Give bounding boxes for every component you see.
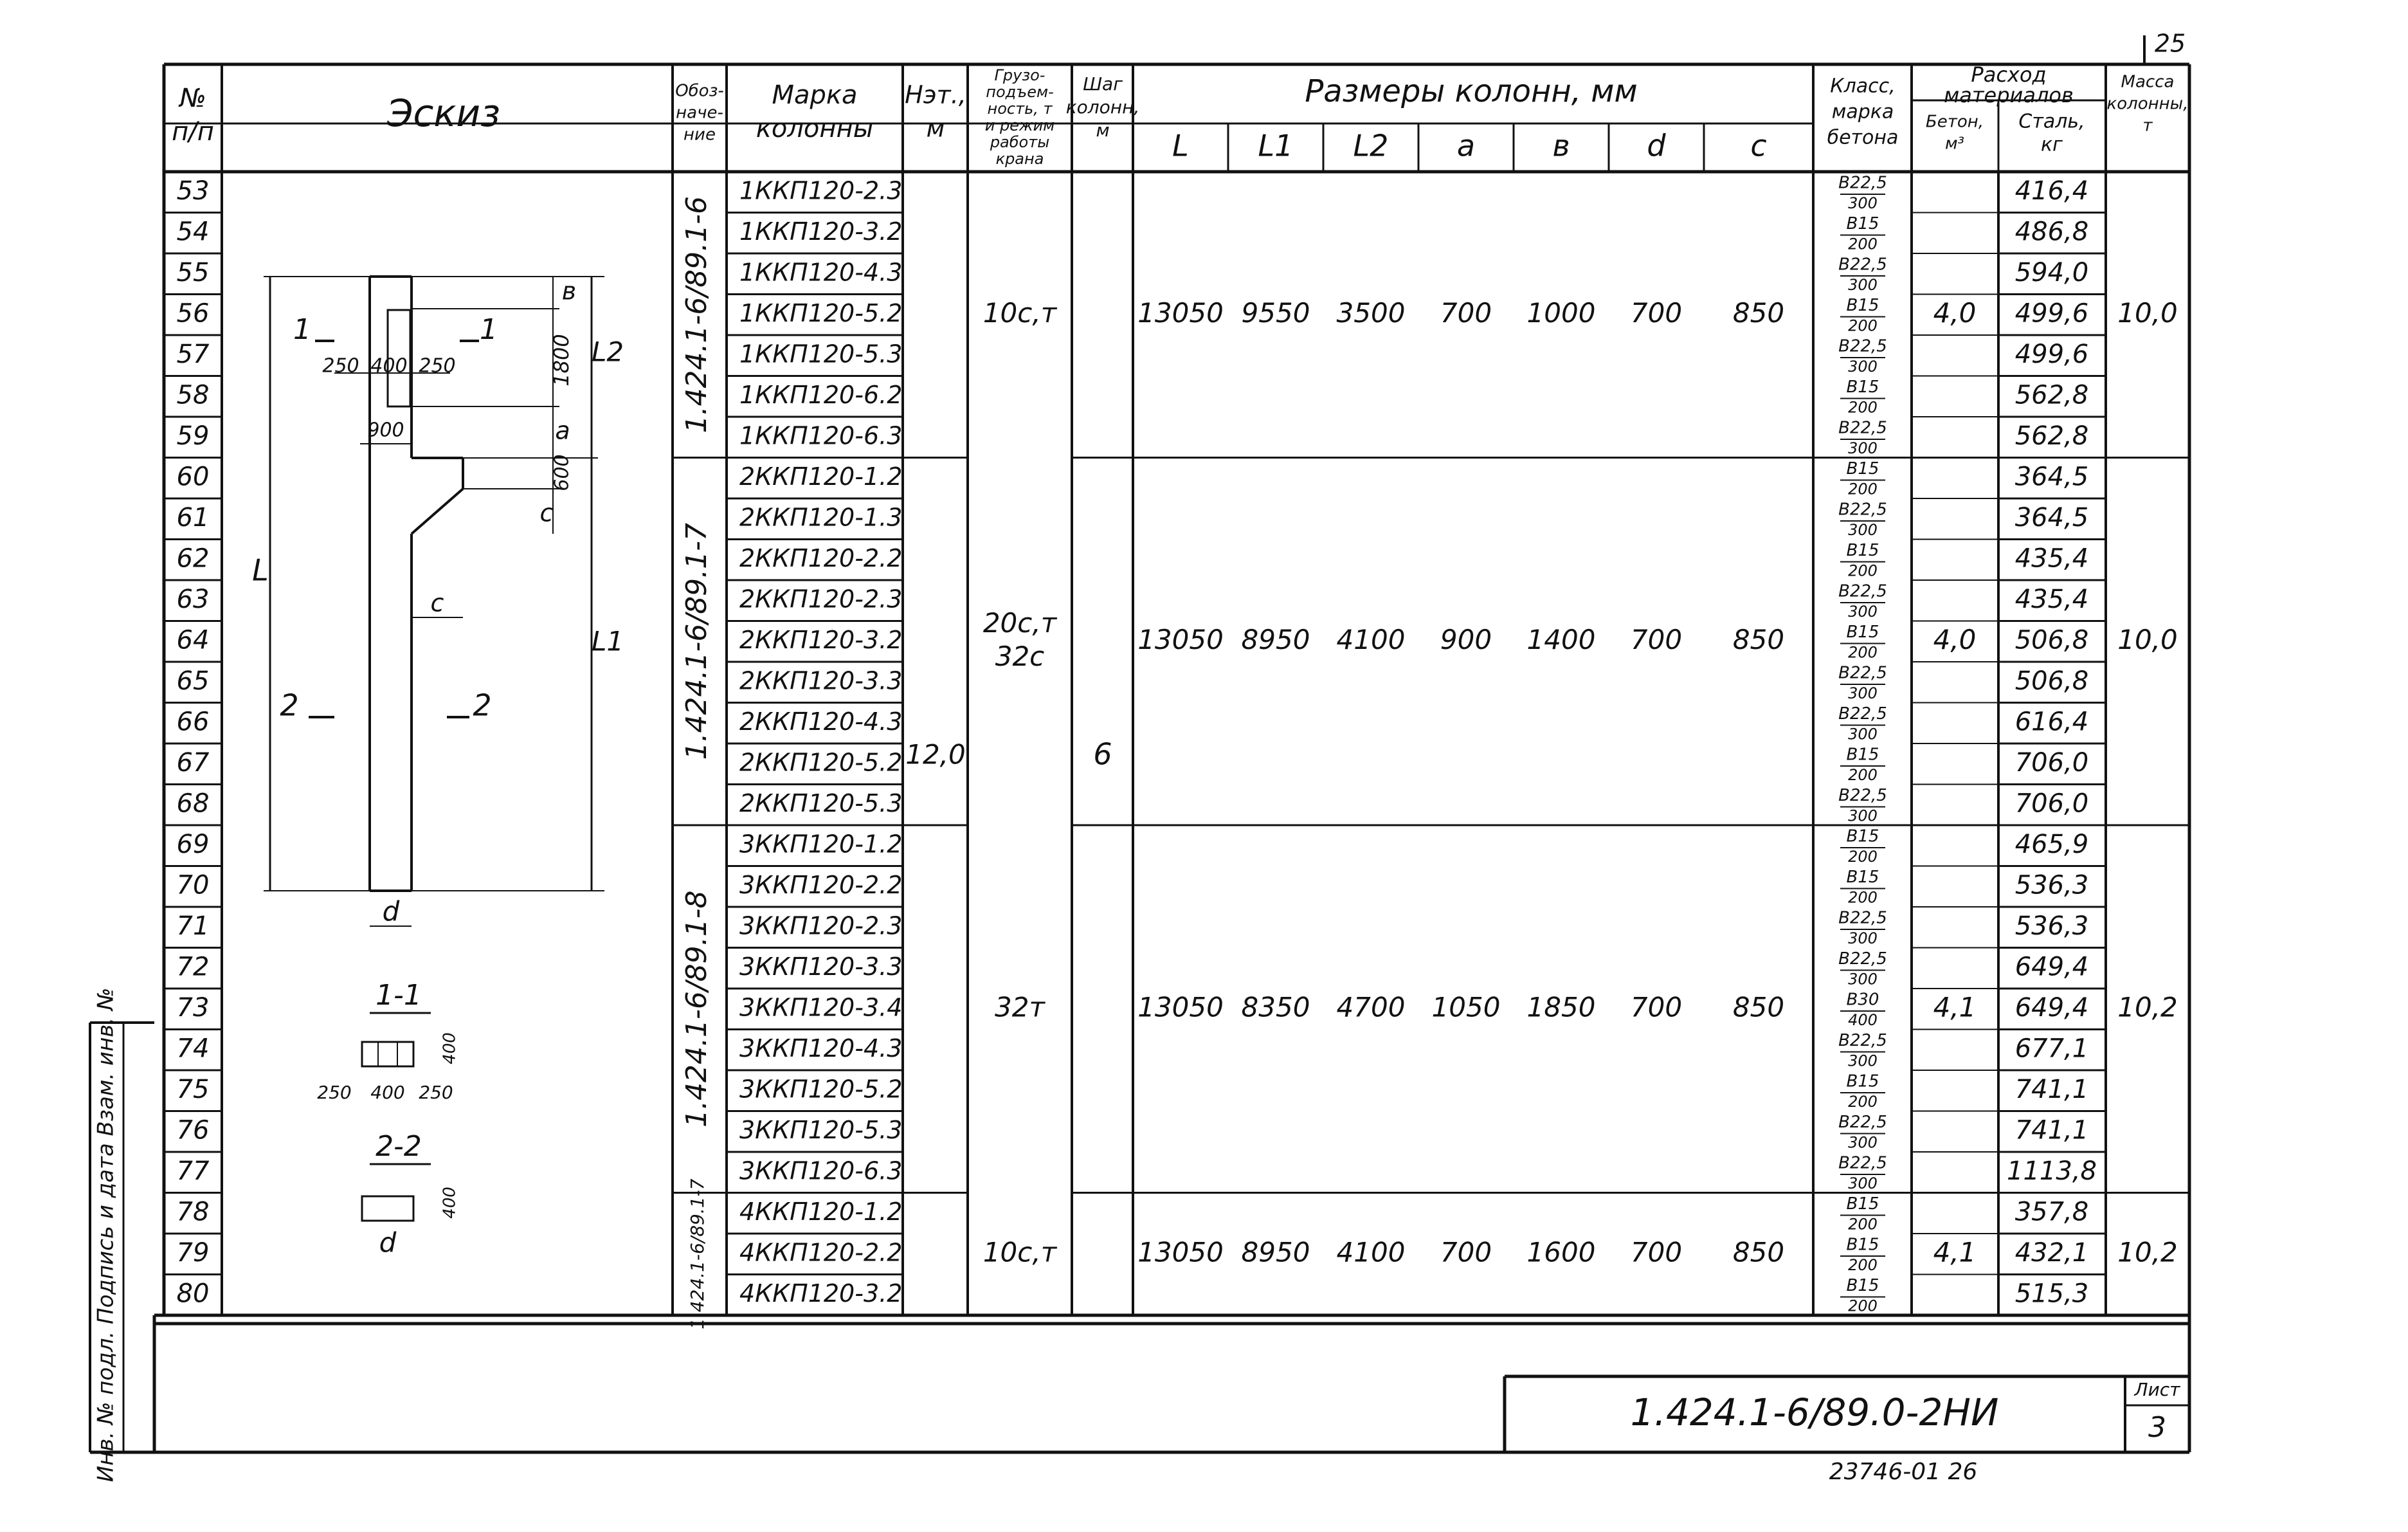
row-concrete-class: В15 bbox=[1846, 541, 1879, 560]
header-capacity: и режим bbox=[984, 116, 1055, 134]
dim-label-L: L bbox=[252, 552, 269, 588]
row-number: 77 bbox=[176, 1156, 210, 1186]
row-number: 69 bbox=[176, 829, 210, 859]
row-concrete-class: В15 bbox=[1846, 826, 1879, 846]
row-mark: 3ККП120-5.2 bbox=[739, 1075, 903, 1104]
header-mass: т bbox=[2142, 116, 2153, 136]
row-concrete-grade: 300 bbox=[1848, 725, 1878, 743]
group-concrete-volume: 4,0 bbox=[1933, 296, 1977, 329]
row-concrete-class: В22,5 bbox=[1838, 704, 1887, 724]
row-steel: 741,1 bbox=[2014, 1115, 2089, 1145]
row-concrete-class: В15 bbox=[1846, 1235, 1879, 1255]
header-step: колонн, bbox=[1065, 96, 1140, 118]
row-number: 63 bbox=[176, 584, 210, 614]
row-steel: 416,4 bbox=[2014, 176, 2089, 206]
header-num: № bbox=[179, 84, 206, 113]
sheet-number: 3 bbox=[2148, 1411, 2166, 1444]
row-concrete-grade: 300 bbox=[1848, 970, 1878, 989]
row-mark: 3ККП120-1.2 bbox=[739, 830, 903, 859]
row-steel: 649,4 bbox=[2014, 992, 2089, 1023]
row-mark: 2ККП120-1.3 bbox=[739, 503, 903, 532]
row-steel: 432,1 bbox=[2014, 1237, 2089, 1268]
group-capacity: 32т bbox=[995, 991, 1045, 1023]
row-concrete-class: В15 bbox=[1846, 214, 1879, 233]
row-concrete-class: В22,5 bbox=[1838, 336, 1887, 356]
row-number: 57 bbox=[176, 339, 210, 369]
group-size-value: 13050 bbox=[1137, 1236, 1224, 1268]
group-size-value: 1600 bbox=[1526, 1236, 1596, 1268]
row-concrete-grade: 300 bbox=[1848, 929, 1878, 947]
row-number: 75 bbox=[176, 1074, 210, 1104]
group-designation: 1.424.1-6/89.1-7 bbox=[680, 523, 713, 760]
row-concrete-class: В22,5 bbox=[1838, 418, 1887, 438]
row-number: 71 bbox=[176, 911, 210, 941]
row-number: 64 bbox=[176, 625, 210, 655]
row-concrete-class: В22,5 bbox=[1838, 1113, 1887, 1132]
row-mark: 3ККП120-3.3 bbox=[739, 952, 903, 981]
row-concrete-class: В22,5 bbox=[1838, 255, 1887, 275]
row-number: 59 bbox=[176, 421, 210, 451]
row-number: 65 bbox=[176, 666, 210, 696]
row-steel: 706,0 bbox=[2014, 747, 2089, 778]
group-size-value: 3500 bbox=[1336, 296, 1406, 329]
column-corbel-slope bbox=[412, 489, 463, 534]
row-concrete-grade: 400 bbox=[1848, 1011, 1878, 1029]
row-concrete-class: В15 bbox=[1846, 868, 1879, 887]
dim-label-c-low: c bbox=[430, 588, 444, 617]
row-concrete-grade: 200 bbox=[1848, 398, 1878, 417]
row-mark: 2ККП120-5.2 bbox=[739, 748, 903, 777]
dim-label-a: a bbox=[555, 416, 570, 445]
header-steel: Сталь, bbox=[2018, 110, 2085, 133]
sec1-400-h: 400 bbox=[440, 1032, 460, 1064]
dim-label-c: c bbox=[539, 498, 554, 527]
group-size-value: 850 bbox=[1732, 1236, 1785, 1268]
row-number: 80 bbox=[176, 1279, 210, 1309]
group-size-value: 1050 bbox=[1431, 991, 1501, 1023]
row-concrete-class: В15 bbox=[1846, 745, 1879, 765]
header-consumption: материалов bbox=[1944, 83, 2074, 107]
row-concrete-grade: 300 bbox=[1848, 1174, 1878, 1192]
row-number: 78 bbox=[176, 1197, 210, 1227]
side-stamp-text: Инв. № подл. Подпись и дата Взам. инв. № bbox=[93, 987, 119, 1482]
group-size-value: 850 bbox=[1732, 991, 1785, 1023]
header-concrete-volume: м³ bbox=[1944, 134, 1965, 154]
group-size-value: 1400 bbox=[1526, 623, 1596, 655]
section-1-shape bbox=[362, 1042, 413, 1066]
header-size-в: в bbox=[1552, 128, 1570, 163]
header-mass: Масса bbox=[2121, 72, 2175, 92]
row-concrete-grade: 300 bbox=[1848, 358, 1878, 376]
common-height: 12,0 bbox=[905, 738, 966, 771]
group-size-value: 850 bbox=[1732, 296, 1785, 329]
header-size-d: d bbox=[1647, 128, 1666, 163]
table-header bbox=[164, 62, 2189, 172]
row-concrete-grade: 300 bbox=[1848, 684, 1878, 702]
group-designation: 1.424.1-6/89.1-8 bbox=[680, 890, 713, 1127]
row-concrete-grade: 200 bbox=[1848, 848, 1878, 866]
group-mass: 10,0 bbox=[2117, 623, 2178, 655]
row-concrete-class: В22,5 bbox=[1838, 581, 1887, 601]
row-concrete-grade: 200 bbox=[1848, 316, 1878, 335]
group-concrete-volume: 4,1 bbox=[1933, 991, 1977, 1023]
group-size-value: 4700 bbox=[1336, 991, 1406, 1023]
group-capacity: 10с,т bbox=[982, 1236, 1057, 1268]
row-number: 55 bbox=[176, 257, 210, 287]
group-size-value: 8950 bbox=[1241, 623, 1310, 655]
group-size-value: 700 bbox=[1630, 991, 1683, 1023]
header-size-c: c bbox=[1750, 128, 1767, 163]
row-steel: 616,4 bbox=[2014, 707, 2089, 737]
group-mass: 10,0 bbox=[2117, 296, 2178, 329]
row-concrete-grade: 300 bbox=[1848, 194, 1878, 212]
header-mark: колонны bbox=[756, 114, 874, 143]
row-concrete-class: В15 bbox=[1846, 296, 1879, 315]
header-step: Шаг bbox=[1083, 73, 1123, 95]
row-concrete-grade: 200 bbox=[1848, 561, 1878, 580]
row-mark: 1ККП120-5.3 bbox=[739, 340, 903, 369]
group-size-value: 13050 bbox=[1137, 991, 1224, 1023]
row-number: 58 bbox=[176, 380, 210, 410]
header-designation: ние bbox=[683, 125, 716, 145]
row-number: 66 bbox=[176, 707, 210, 737]
row-number: 62 bbox=[176, 543, 210, 574]
group-size-value: 4100 bbox=[1336, 623, 1406, 655]
group-size-value: 1850 bbox=[1526, 991, 1596, 1023]
row-steel: 741,1 bbox=[2014, 1074, 2089, 1104]
row-mark: 1ККП120-6.3 bbox=[739, 421, 903, 450]
group-capacity: 20с,т bbox=[982, 606, 1057, 639]
cut-mark-1-left: 1 bbox=[293, 313, 311, 346]
row-number: 53 bbox=[176, 176, 210, 206]
row-concrete-class: В15 bbox=[1846, 378, 1879, 397]
row-number: 74 bbox=[176, 1034, 210, 1064]
row-mark: 1ККП120-3.2 bbox=[739, 217, 903, 246]
group-capacity: 32с bbox=[995, 640, 1045, 672]
row-concrete-class: В15 bbox=[1846, 459, 1879, 479]
dim-label-L2: L2 bbox=[591, 336, 624, 368]
common-step: 6 bbox=[1093, 736, 1112, 772]
header-designation: наче- bbox=[676, 103, 723, 123]
row-concrete-grade: 300 bbox=[1848, 276, 1878, 294]
section-1-label: 1-1 bbox=[376, 979, 422, 1012]
row-mark: 1ККП120-2.3 bbox=[739, 176, 903, 205]
row-mark: 2ККП120-3.3 bbox=[739, 666, 903, 695]
header-height: м bbox=[926, 114, 945, 143]
row-mark: 1ККП120-4.3 bbox=[739, 258, 903, 287]
row-steel: 706,0 bbox=[2014, 789, 2089, 819]
column-sketch bbox=[252, 277, 624, 1259]
row-concrete-class: В30 bbox=[1846, 990, 1879, 1010]
group-size-value: 13050 bbox=[1137, 296, 1224, 329]
row-steel: 649,4 bbox=[2014, 952, 2089, 982]
header-capacity: ность, т bbox=[987, 100, 1053, 118]
header-capacity: крана bbox=[995, 150, 1044, 168]
row-concrete-class: В22,5 bbox=[1838, 663, 1887, 683]
row-steel: 364,5 bbox=[2014, 462, 2089, 492]
row-mark: 1ККП120-5.2 bbox=[739, 298, 903, 327]
row-steel: 499,6 bbox=[2014, 298, 2089, 329]
header-step: м bbox=[1096, 120, 1110, 141]
row-steel: 506,8 bbox=[2014, 666, 2089, 696]
group-size-value: 700 bbox=[1630, 296, 1683, 329]
group-size-value: 700 bbox=[1440, 296, 1492, 329]
row-mark: 2ККП120-4.3 bbox=[739, 707, 903, 736]
header-height: Нэт., bbox=[905, 80, 966, 109]
row-concrete-class: В15 bbox=[1846, 1276, 1879, 1295]
group-size-value: 1000 bbox=[1526, 296, 1596, 329]
row-steel: 536,3 bbox=[2014, 870, 2089, 900]
row-concrete-class: В22,5 bbox=[1838, 1153, 1887, 1173]
header-sketch: Эскиз bbox=[387, 91, 500, 136]
row-concrete-grade: 300 bbox=[1848, 1052, 1878, 1070]
row-number: 61 bbox=[176, 502, 210, 533]
group-mass: 10,2 bbox=[2117, 1236, 2178, 1268]
group-designation: 1.424.1-6/89.1-6 bbox=[680, 196, 713, 433]
row-mark: 1ККП120-6.2 bbox=[739, 380, 903, 409]
row-steel: 536,3 bbox=[2014, 911, 2089, 941]
row-steel: 1113,8 bbox=[2007, 1156, 2097, 1186]
group-concrete-volume: 4,0 bbox=[1933, 623, 1977, 655]
row-concrete-class: В22,5 bbox=[1838, 173, 1887, 193]
row-number: 70 bbox=[176, 870, 210, 900]
row-steel: 594,0 bbox=[2014, 257, 2089, 287]
row-concrete-grade: 200 bbox=[1848, 1215, 1878, 1234]
group-size-value: 900 bbox=[1440, 623, 1492, 655]
header-concrete: Класс, bbox=[1830, 75, 1896, 98]
header-capacity: Грузо- bbox=[994, 66, 1046, 84]
row-mark: 4ККП120-1.2 bbox=[739, 1197, 903, 1226]
row-mark: 3ККП120-5.3 bbox=[739, 1115, 903, 1144]
sec1-250b: 250 bbox=[419, 1082, 453, 1103]
dim-label-L1: L1 bbox=[591, 625, 624, 657]
row-concrete-grade: 300 bbox=[1848, 439, 1878, 457]
row-number: 60 bbox=[176, 462, 210, 492]
row-number: 79 bbox=[176, 1237, 210, 1268]
sec1-250a: 250 bbox=[317, 1082, 352, 1103]
group-size-value: 850 bbox=[1732, 623, 1785, 655]
header-mark: Марка bbox=[772, 80, 858, 110]
sec1-400: 400 bbox=[370, 1082, 405, 1103]
row-concrete-class: В15 bbox=[1846, 1071, 1879, 1091]
row-concrete-grade: 200 bbox=[1848, 480, 1878, 498]
group-size-value: 8950 bbox=[1241, 1236, 1310, 1268]
row-concrete-grade: 200 bbox=[1848, 235, 1878, 253]
row-mark: 3ККП120-3.4 bbox=[739, 993, 903, 1022]
section-2-label: 2-2 bbox=[376, 1130, 422, 1163]
row-steel: 562,8 bbox=[2014, 421, 2089, 451]
table-body bbox=[164, 172, 2189, 1329]
cut-mark-2-right: 2 bbox=[473, 688, 492, 723]
header-size-L: L bbox=[1172, 128, 1189, 163]
row-steel: 499,6 bbox=[2014, 339, 2089, 369]
sec2-400-h: 400 bbox=[440, 1187, 460, 1219]
header-num: п/п bbox=[172, 117, 214, 147]
dim-250b: 250 bbox=[419, 354, 456, 378]
row-concrete-grade: 200 bbox=[1848, 888, 1878, 907]
group-concrete-volume: 4,1 bbox=[1933, 1236, 1977, 1268]
row-steel: 435,4 bbox=[2014, 584, 2089, 614]
row-number: 54 bbox=[176, 217, 210, 247]
row-concrete-class: В22,5 bbox=[1838, 1031, 1887, 1050]
row-mark: 3ККП120-2.3 bbox=[739, 911, 903, 940]
header-capacity: подъем- bbox=[986, 83, 1054, 101]
cut-mark-2-left: 2 bbox=[280, 688, 299, 723]
row-number: 72 bbox=[176, 952, 210, 982]
section-2-shape bbox=[362, 1196, 413, 1221]
row-concrete-grade: 200 bbox=[1848, 1256, 1878, 1274]
header-concrete: марка bbox=[1831, 100, 1894, 123]
row-concrete-class: В22,5 bbox=[1838, 908, 1887, 928]
group-mass: 10,2 bbox=[2117, 991, 2178, 1023]
row-steel: 506,8 bbox=[2014, 625, 2089, 655]
group-size-value: 4100 bbox=[1336, 1236, 1406, 1268]
row-mark: 3ККП120-4.3 bbox=[739, 1034, 903, 1062]
document-code: 1.424.1-6/89.0-2НИ bbox=[1630, 1391, 1999, 1435]
sec2-label-d: d bbox=[379, 1227, 397, 1259]
row-number: 76 bbox=[176, 1115, 210, 1145]
dim-400: 400 bbox=[370, 354, 408, 378]
row-mark: 3ККП120-2.2 bbox=[739, 870, 903, 899]
dim-600: 600 bbox=[550, 454, 574, 491]
row-concrete-grade: 300 bbox=[1848, 603, 1878, 621]
row-number: 68 bbox=[176, 789, 210, 819]
dim-900: 900 bbox=[367, 419, 404, 442]
row-concrete-class: В22,5 bbox=[1838, 786, 1887, 805]
row-steel: 435,4 bbox=[2014, 543, 2089, 574]
row-concrete-class: В22,5 bbox=[1838, 500, 1887, 520]
row-steel: 364,5 bbox=[2014, 502, 2089, 533]
header-capacity: работы bbox=[990, 133, 1050, 151]
row-steel: 562,8 bbox=[2014, 380, 2089, 410]
title-block bbox=[1505, 1376, 2189, 1485]
row-concrete-class: В15 bbox=[1846, 623, 1879, 642]
group-size-value: 9550 bbox=[1241, 296, 1310, 329]
row-mark: 2ККП120-1.2 bbox=[739, 462, 903, 491]
header-size-L2: L2 bbox=[1353, 128, 1389, 163]
archive-code: 23746-01 26 bbox=[1829, 1459, 1978, 1485]
row-concrete-grade: 200 bbox=[1848, 1297, 1878, 1315]
row-concrete-grade: 200 bbox=[1848, 766, 1878, 784]
row-steel: 486,8 bbox=[2014, 217, 2089, 247]
sheet-label: Лист bbox=[2134, 1379, 2180, 1400]
row-steel: 515,3 bbox=[2014, 1279, 2089, 1309]
dim-label-b: в bbox=[561, 277, 577, 305]
group-capacity: 10с,т bbox=[982, 296, 1057, 329]
group-designation: 1.424.1-6/89.1-7 bbox=[687, 1178, 708, 1329]
row-mark: 4ККП120-2.2 bbox=[739, 1238, 903, 1267]
group-size-value: 700 bbox=[1630, 1236, 1683, 1268]
header-designation: Обоз- bbox=[675, 81, 724, 101]
header-sizes: Размеры колонн, мм bbox=[1305, 73, 1638, 109]
row-mark: 4ККП120-3.2 bbox=[739, 1279, 903, 1308]
cut-mark-1-right: 1 bbox=[480, 313, 498, 346]
header-concrete-volume: Бетон, bbox=[1925, 112, 1984, 132]
row-mark: 2ККП120-5.3 bbox=[739, 789, 903, 817]
row-concrete-grade: 200 bbox=[1848, 643, 1878, 662]
row-concrete-class: В22,5 bbox=[1838, 949, 1887, 969]
header-concrete: бетона bbox=[1827, 126, 1899, 149]
row-mark: 3ККП120-6.3 bbox=[739, 1156, 903, 1185]
row-steel: 677,1 bbox=[2014, 1034, 2089, 1064]
group-size-value: 700 bbox=[1440, 1236, 1492, 1268]
group-size-value: 700 bbox=[1630, 623, 1683, 655]
header-steel: кг bbox=[2041, 133, 2063, 156]
row-concrete-grade: 300 bbox=[1848, 1133, 1878, 1152]
row-concrete-grade: 200 bbox=[1848, 1093, 1878, 1111]
row-steel: 465,9 bbox=[2014, 829, 2089, 859]
row-number: 67 bbox=[176, 747, 210, 778]
page-number: 25 bbox=[2154, 29, 2186, 58]
row-number: 73 bbox=[176, 992, 210, 1023]
row-concrete-class: В15 bbox=[1846, 1194, 1879, 1214]
header-size-a: a bbox=[1456, 128, 1476, 163]
row-steel: 357,8 bbox=[2014, 1197, 2089, 1227]
dim-250a: 250 bbox=[322, 354, 359, 378]
row-mark: 2ККП120-2.3 bbox=[739, 585, 903, 614]
dim-label-d: d bbox=[382, 895, 400, 927]
row-number: 56 bbox=[176, 298, 210, 329]
group-size-value: 8350 bbox=[1241, 991, 1310, 1023]
header-mass: колонны, bbox=[2106, 94, 2189, 114]
group-size-value: 13050 bbox=[1137, 623, 1224, 655]
row-concrete-grade: 300 bbox=[1848, 807, 1878, 825]
dim-1800: 1800 bbox=[549, 334, 574, 387]
row-concrete-grade: 300 bbox=[1848, 521, 1878, 539]
header-size-L1: L1 bbox=[1258, 128, 1294, 163]
row-mark: 2ККП120-3.2 bbox=[739, 625, 903, 654]
row-mark: 2ККП120-2.2 bbox=[739, 543, 903, 572]
header-consumption: Расход bbox=[1971, 62, 2047, 87]
